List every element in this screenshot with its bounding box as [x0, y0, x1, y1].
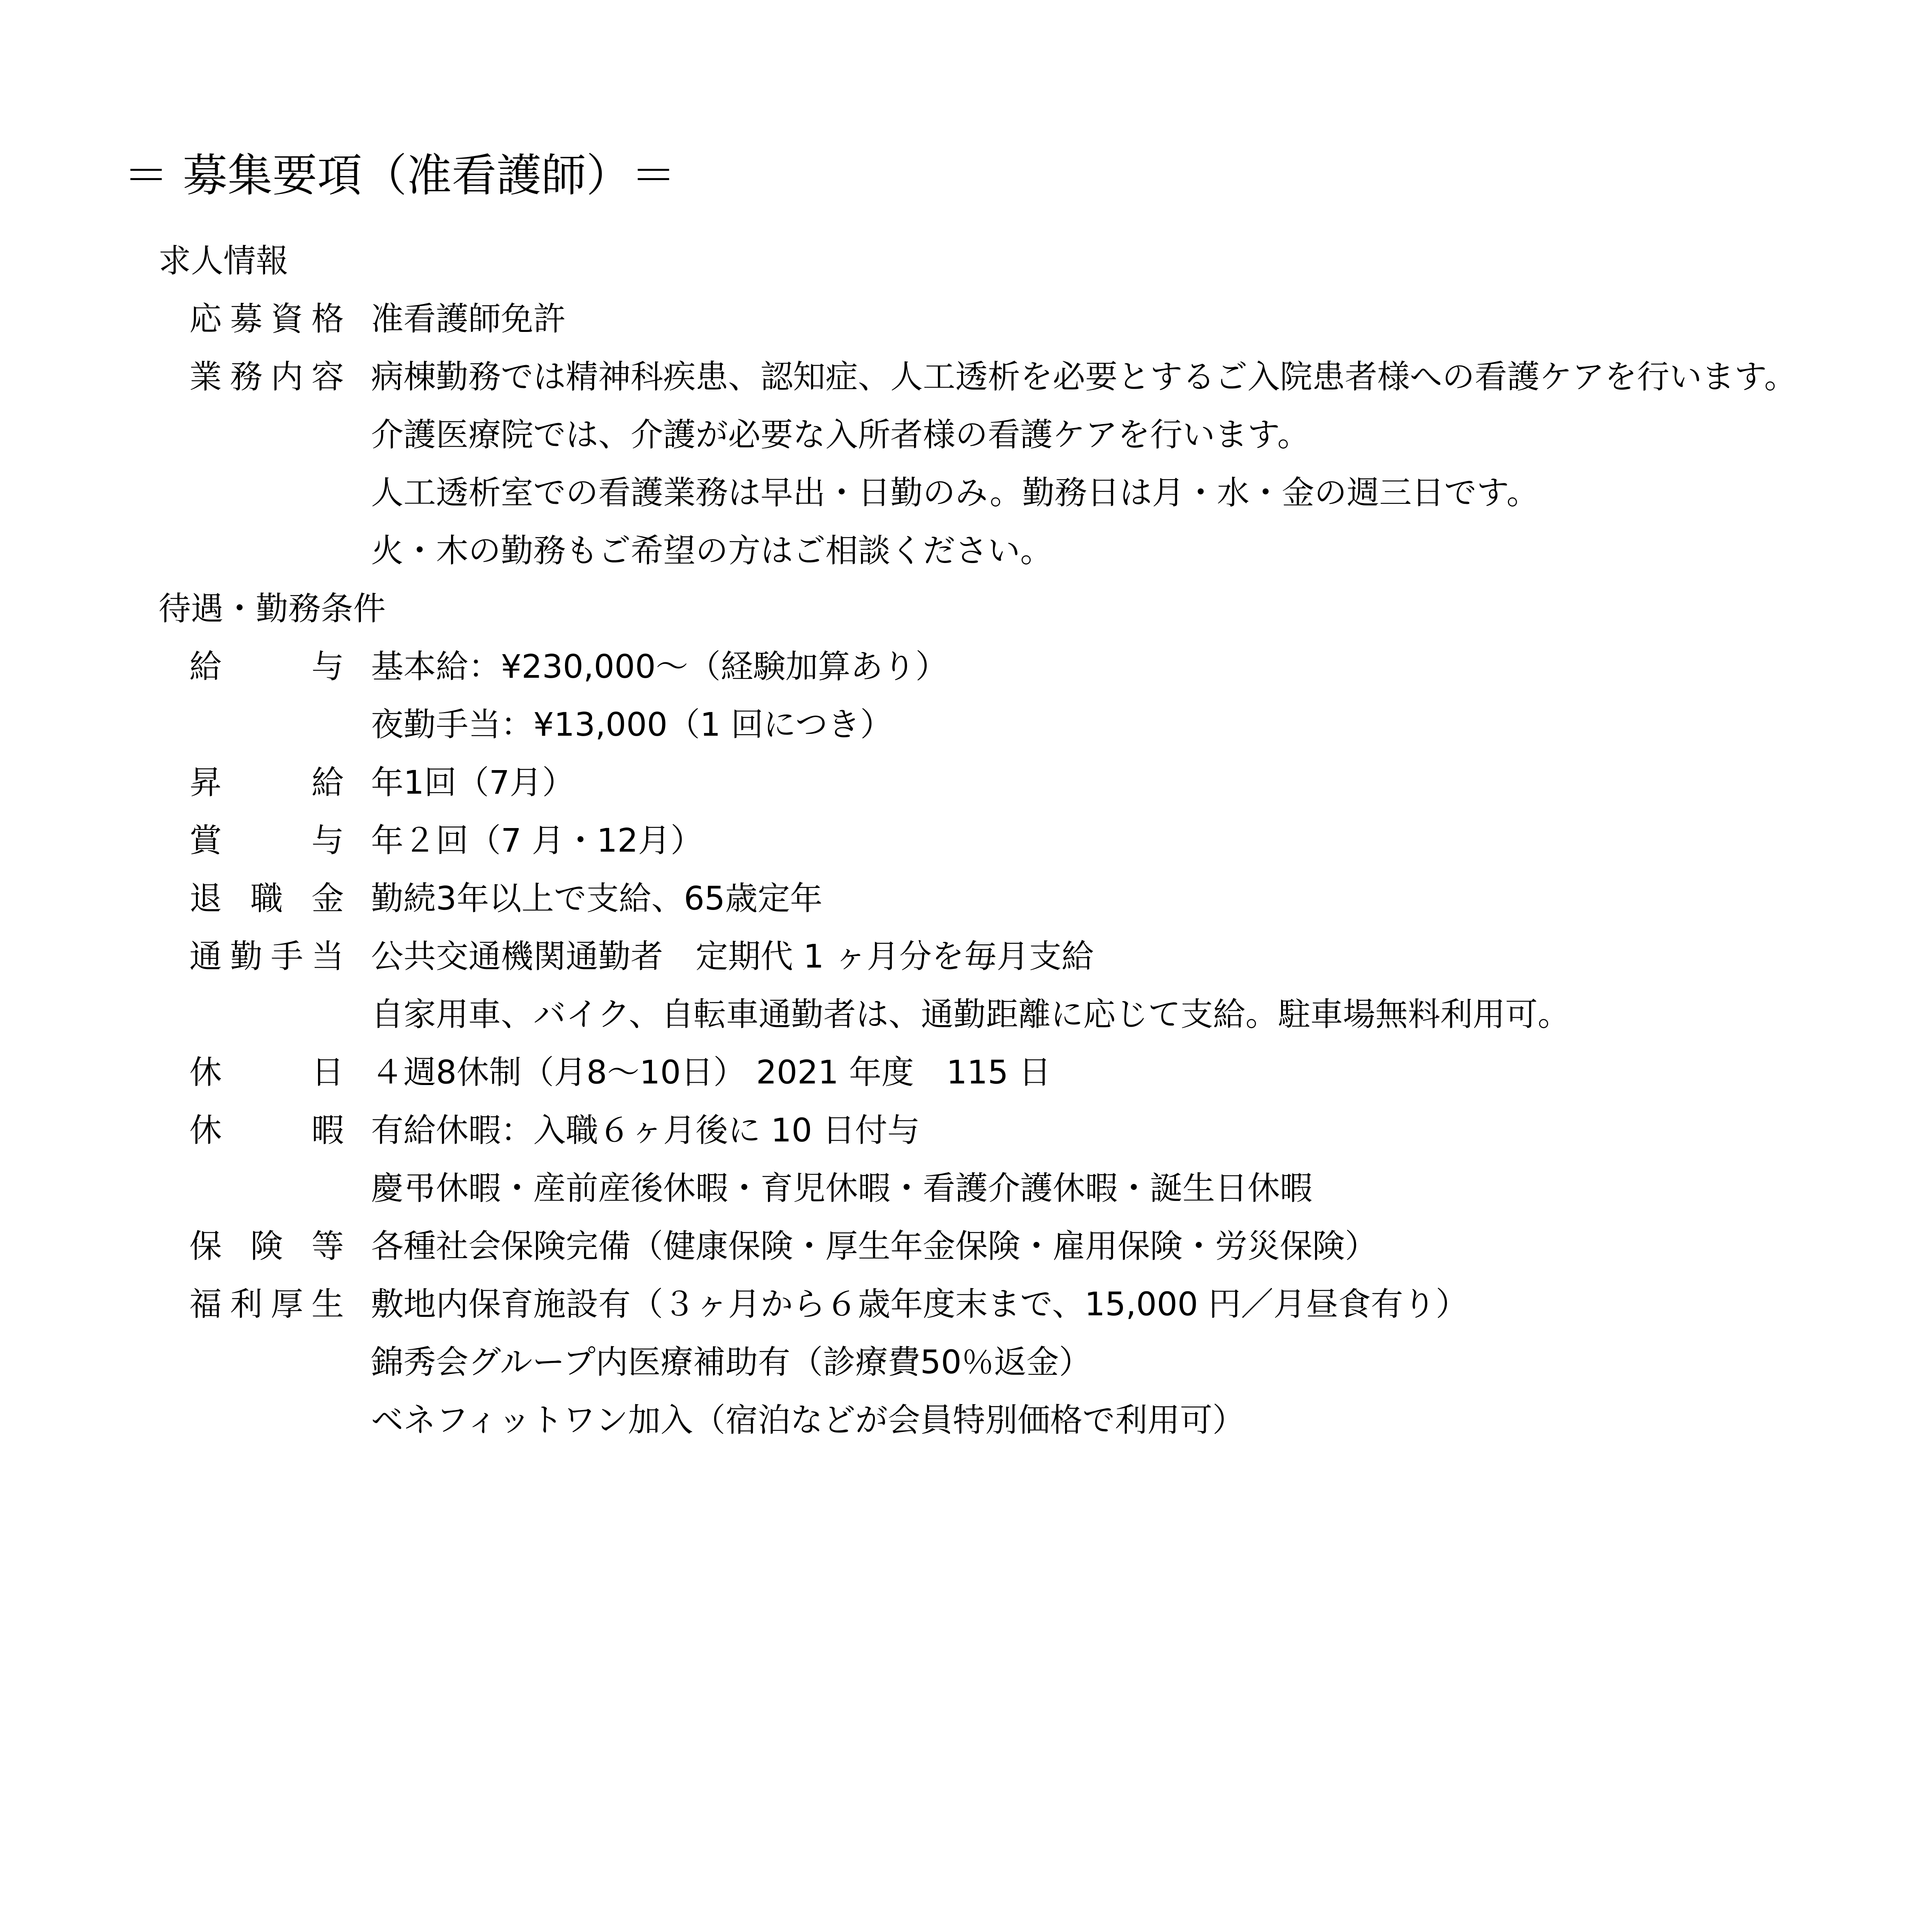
- label-commute: 通勤手当: [189, 937, 344, 975]
- row-salary: [0, 638, 1916, 696]
- row-qualification: [0, 290, 1916, 348]
- label-raise: 昇 給: [189, 764, 344, 801]
- value-duties-line-1: 病棟勤務では精神科疾患、認知症、人工透析を必要とするご入院患者様への看護ケアを行います。: [371, 358, 1797, 396]
- label-insurance: 保 険 等: [189, 1227, 344, 1265]
- row-salary-cont: [0, 696, 1916, 753]
- row-duties-cont: [0, 406, 1916, 464]
- label-retirement: 退 職 金: [189, 879, 344, 917]
- label-salary: 給 与: [189, 648, 344, 685]
- value-bonus: 年２回（7 月・12月）: [371, 821, 703, 859]
- value-commute-line-2: 自家用車、バイク、自転車通勤者は、通勤距離に応じて支給。駐車場無料利用可。: [371, 995, 1570, 1033]
- label-holidays: 休 日: [189, 1053, 344, 1091]
- row-holidays: [0, 1043, 1916, 1101]
- row-commute-cont: [0, 985, 1916, 1043]
- value-benefits-line-1: 敷地内保育施設有（３ヶ月から６歳年度末まで、15,000 円／月昼食有り）: [371, 1285, 1468, 1323]
- value-insurance: 各種社会保険完備（健康保険・厚生年金保険・雇用保険・労災保険）: [371, 1227, 1378, 1265]
- value-salary-line-2: 夜勤手当：¥13,000（1 回につき）: [371, 706, 893, 743]
- value-benefits-line-3: ベネフィットワン加入（宿泊などが会員特別価格で利用可）: [371, 1401, 1245, 1439]
- section-heading-conditions: 待遇・勤務条件: [158, 590, 386, 628]
- value-holidays: ４週8休制（月8～10日） 2021 年度 115 日: [371, 1053, 1051, 1091]
- value-duties-line-2: 介護医療院では、介護が必要な入所者様の看護ケアを行います。: [371, 416, 1310, 454]
- value-leave-line-1: 有給休暇：入職６ヶ月後に 10 日付与: [371, 1111, 920, 1149]
- row-duties-cont: [0, 464, 1916, 522]
- value-qualification: 准看護師免許: [371, 300, 566, 338]
- value-benefits-line-2: 錦秀会グループ内医療補助有（診療費50％返金）: [371, 1343, 1092, 1381]
- label-benefits: 福利厚生: [189, 1285, 344, 1323]
- row-benefits-cont: [0, 1391, 1916, 1449]
- row-benefits: [0, 1275, 1916, 1333]
- page-title: ＝ 募集要項（准看護師）＝: [124, 150, 676, 202]
- value-duties-line-3: 人工透析室での看護業務は早出・日勤のみ。勤務日は月・水・金の週三日です。: [371, 474, 1539, 512]
- row-benefits-cont: [0, 1333, 1916, 1391]
- label-duties: 業務内容: [189, 358, 344, 396]
- row-insurance: [0, 1217, 1916, 1275]
- row-retirement: [0, 869, 1916, 927]
- row-bonus: [0, 811, 1916, 869]
- value-raise: 年1回（7月）: [371, 764, 575, 801]
- value-salary-line-1: 基本給：¥230,000～（経験加算あり）: [371, 648, 948, 685]
- row-leave: [0, 1101, 1916, 1159]
- label-bonus: 賞 与: [189, 821, 344, 859]
- label-leave: 休 暇: [189, 1111, 344, 1149]
- row-leave-cont: [0, 1159, 1916, 1217]
- row-duties: [0, 348, 1916, 406]
- value-retirement: 勤続3年以上で支給、65歳定年: [371, 879, 823, 917]
- row-commute: [0, 927, 1916, 985]
- value-commute-line-1: 公共交通機関通勤者 定期代 1 ヶ月分を毎月支給: [371, 937, 1094, 975]
- value-leave-line-2: 慶弔休暇・産前産後休暇・育児休暇・看護介護休暇・誕生日休暇: [371, 1169, 1313, 1207]
- value-duties-line-4: 火・木の勤務もご希望の方はご相談ください。: [371, 532, 1053, 570]
- row-raise: [0, 753, 1916, 811]
- row-duties-cont: [0, 522, 1916, 580]
- section-heading-job-info: 求人情報: [158, 242, 289, 280]
- label-qualification: 応募資格: [189, 300, 344, 338]
